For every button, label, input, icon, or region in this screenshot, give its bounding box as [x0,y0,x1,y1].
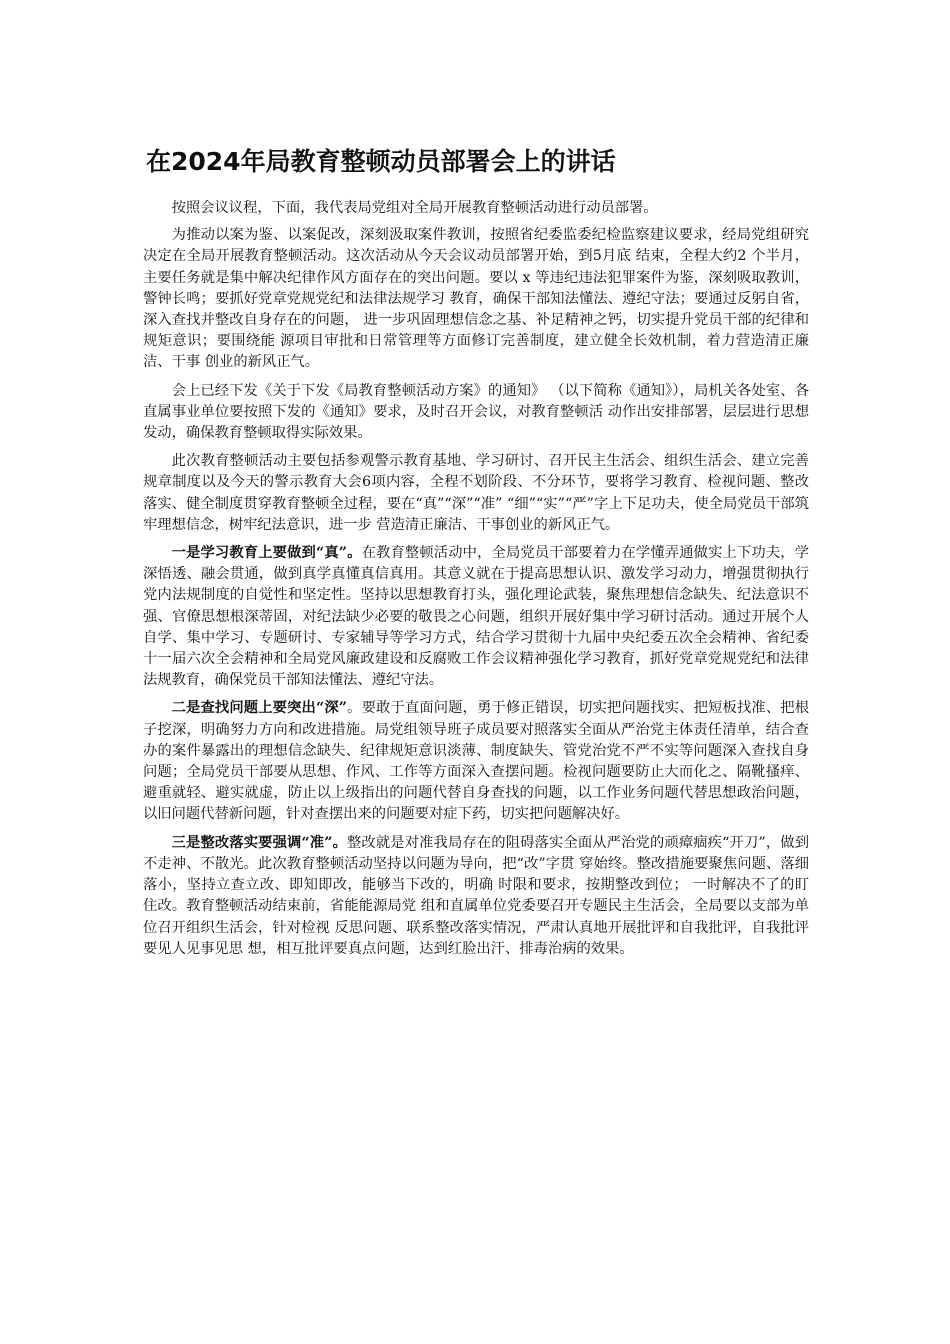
paragraph-text: 在教育整顿活动中，全局党员干部要着力在学懂弄通做实上下功夫，学深悟透、融会贯通，做到真学真懂真信真用。其意义就在于提高思想认识、激发学习动力，增强贯彻执行党内法规制度的自觉性和坚定性。坚持以思想教育打头，强化理论武装，聚焦理想信念缺失、纪法意识不强、官僚思想根深蒂固，对纪法缺少必要的敬畏之心问题，组织开展好集中学习研讨活动。通过开展个人自学、集中学习、专题研讨、专家辅导等学习方式，结合学习贯彻十九届中央纪委五次全会精神、省纪委十一届六次全会精神和全局党风廉政建设和反腐败工作会议精神强化学习教育，抓好党章党规党纪和法律法规教育，确保党员干部知法懂法、遵纪守法。 [143,545,809,689]
document-title: 在2024年局教育整顿动员部署会上的讲话 [146,147,616,176]
paragraph-background [143,225,809,373]
paragraph-content [143,451,809,536]
paragraph-notice [143,381,809,445]
paragraph-intro [143,198,809,219]
paragraph-rectification [143,833,809,960]
document-body [143,198,809,967]
paragraph-text: 整改就是对准我局存在的阻碍落实全面从严治党的顽瘴痼疾“开刀”，做到不走神、不散光。此次教育整顿活动坚持以问题为导向，把“改”字贯 穿始终。整改措施要聚焦问题、落细落小，坚持立查立改、即知即改，能够当下改的，明确 时限和要求，按期整改到位； 一时解决不了的盯住改。教育整顿活动结束前，省能能源局党 组和直属单位党委要召开专题民主生活会，全局要以支部为单位召开组织生活会，针对检视 反思问题、联系整改落实情况，严肃认真地开展批评和自我批评，自我批评要见人见事见思 想，相互批评要真点问题，达到红脸出汗、排毒治病的效果。 [143,834,809,957]
paragraph-text: 会上已经下发《关于下发《局教育整顿活动方案》的通知》 （以下简称《通知》），局机关各处室、各直属事业单位要按照下发的《通知》要求，及时召开会议，对教育整顿活 动作出安排部署，层层进行思想发动，确保教育整顿取得实际效果。 [143,382,809,442]
paragraph-lead: 二是查找问题上要突出“深” [171,700,347,717]
paragraph-text: 按照会议议程，下面，我代表局党组对全局开展教育整顿活动进行动员部署。 [171,200,658,216]
paragraph-lead: 三是整改落实要强调“准”。 [171,834,347,851]
paragraph-text: 为推动以案为鉴、以案促改，深刻汲取案件教训，按照省纪委监委纪检监察建议要求，经局党组研究决定在全局开展教育整顿活动。这次活动从今天会议动员部署开始，到5月底 结束，全程大约2 个半月，主要任务就是集中解决纪律作风方面存在的突出问题。要以 x 等违纪违法犯罪案件为鉴，深刻吸取教训，警钟长鸣；要抓好党章党规党纪和法律法规学习 教育，确保干部知法懂法、遵纪守法；要通过反躬自省，深入查找并整改自身存在的问题， 进一步巩固理想信念之基、补足精神之钙，切实提升党员干部的纪律和规矩意识；要围绕能 源项目审批和日常管理等方面修订完善制度，建立健全长效机制，着力营造清正廉洁、干事 创业的新风正气。 [143,227,809,371]
paragraph-study [143,543,809,691]
paragraph-text: 。要敢于直面问题，勇于修正错误，切实把问题找实、把短板找准、把根子挖深，明确努力方向和改进措施。局党组领导班子成员要对照落实全面从严治党主体责任清单，结合查办的案件暴露出的理想信念缺失、纪律规矩意识淡薄、制度缺失、管党治党不严不实等问题深入查找自身问题；全局党员干部要从思想、作风、工作等方面深入查摆问题。检视问题要防止大而化之、隔靴搔痒、避重就轻、避实就虚，防止以上级指出的问题代替自身查找的问题，以工作业务问题代替思想政治问题，以旧问题代替新问题，针对查摆出来的问题要对症下药，切实把问题解决好。 [143,700,809,823]
paragraph-problems [143,698,809,825]
paragraph-text: 此次教育整顿活动主要包括参观警示教育基地、学习研讨、召开民主生活会、组织生活会、建立完善规章制度以及今天的警示教育大会6项内容，全程不划阶段、不分环节，要将学习教育、检视问题、整改落实、健全制度贯穿教育整顿全过程，要在“真”“深”“准” “细”“实”“严”字上下足功夫，使全局党员干部筑牢理想信念，树牢纪法意识，进一步 营造清正廉洁、干事创业的新风正气。 [143,453,809,533]
paragraph-lead: 一是学习教育上要做到“真”。 [171,545,362,562]
